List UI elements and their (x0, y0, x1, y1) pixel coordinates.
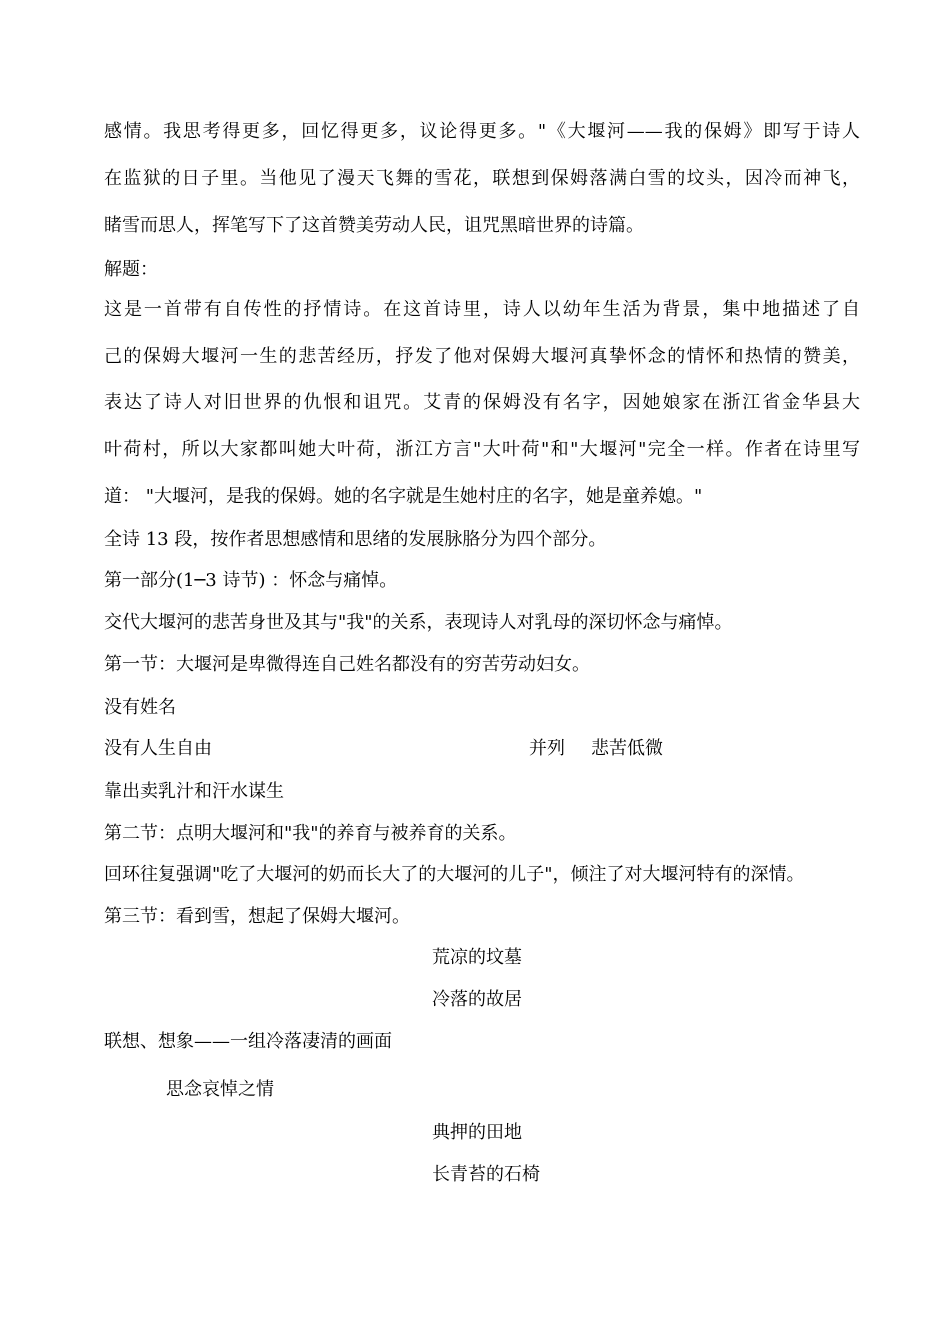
section3-image-a2: 冷落的故居 (432, 989, 522, 1010)
section2-title: 第二节：点明大堰河和"我"的养育与被养育的关系。 (104, 823, 517, 844)
intro-line-3: 睹雪而思人，挥笔写下了这首赞美劳动人民，诅咒黑暗世界的诗篇。 (104, 215, 644, 236)
jieti-line-2: 己的保姆大堰河一生的悲苦经历，抒发了他对保姆大堰河真挚怀念的情怀和热情的赞美， (104, 346, 860, 367)
jieti-line-1: 这是一首带有自传性的抒情诗。在这首诗里，诗人以幼年生活为背景，集中地描述了自 (104, 299, 860, 320)
section1-title: 第一节：大堰河是卑微得连自己姓名都没有的穷苦劳动妇女。 (104, 654, 590, 675)
part1-title: 第一部分(1─3 诗节) ：怀念与痛悼。 (104, 570, 398, 591)
section1-item-2: 没有人生自由 (104, 738, 212, 759)
section3-main: 联想、想象——一组冷落凄清的画面 (104, 1031, 392, 1052)
section1-item-1: 没有姓名 (104, 697, 176, 718)
part1-summary: 交代大堰河的悲苦身世及其与"我"的关系，表现诗人对乳母的深切怀念与痛悼。 (104, 612, 733, 633)
heading-jieti: 解题： (104, 259, 158, 280)
intro-line-2: 在监狱的日子里。当他见了漫天飞舞的雪花，联想到保姆落满白雪的坟头，因冷而神飞， (104, 168, 860, 189)
structure-line: 全诗 13 段，按作者思想感情和思绪的发展脉胳分为四个部分。 (104, 529, 607, 550)
jieti-line-4: 叶荷村，所以大家都叫她大叶荷，浙江方言"大叶荷"和"大堰河"完全一样。作者在诗里写 (104, 439, 860, 460)
section3-feeling: 思念哀悼之情 (166, 1079, 274, 1100)
jieti-line-5: 道： "大堰河，是我的保姆。她的名字就是生她村庄的名字，她是童养媳。" (104, 486, 703, 507)
section3-title: 第三节：看到雪，想起了保姆大堰河。 (104, 906, 410, 927)
section1-conclusion: 悲苦低微 (591, 738, 663, 759)
section3-image-a1: 荒凉的坟墓 (432, 947, 522, 968)
section2-text: 回环往复强调"吃了大堰河的奶而长大了的大堰河的儿子"，倾注了对大堰河特有的深情。 (104, 864, 805, 885)
jieti-line-3: 表达了诗人对旧世界的仇恨和诅咒。艾青的保姆没有名字，因她娘家在浙江省金华县大 (104, 392, 860, 413)
section3-image-b2: 长青苔的石椅 (432, 1164, 540, 1185)
section3-image-b1: 典押的田地 (432, 1122, 522, 1143)
intro-line-1: 感情。我思考得更多，回忆得更多，议论得更多。"《大堰河——我的保姆》即写于诗人 (104, 121, 860, 142)
section1-item-3: 靠出卖乳汁和汗水谋生 (104, 781, 284, 802)
section1-relation: 并列 (529, 738, 565, 759)
